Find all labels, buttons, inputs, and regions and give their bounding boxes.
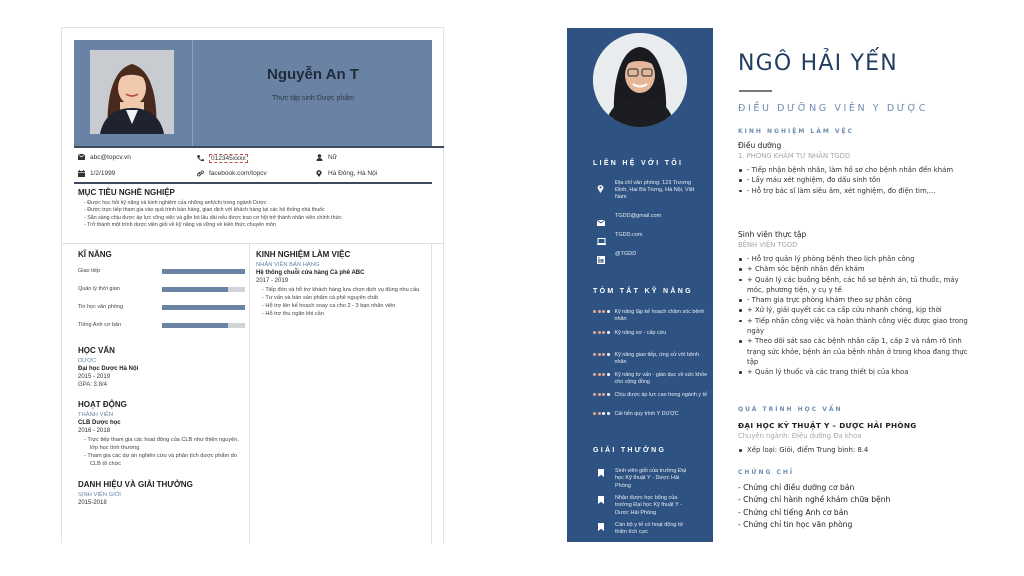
left-column (78, 250, 246, 506)
list-item: - Được học hỏi kỹ năng và kinh nghiệm của những anh/chị trong ngành Dược (84, 200, 428, 207)
skill-bar (162, 269, 245, 274)
contact-divider (74, 182, 432, 184)
list-item: + Chăm sóc bệnh nhân đến khám (738, 264, 973, 274)
list-item: - Sẵn sàng chịu được áp lực công việc và gắn bó lâu dài nếu được trao cơ hội trở thành nhân viên chính thức (84, 215, 428, 222)
right-column (256, 250, 428, 318)
list-item: + Quản lý các buồng bệnh, các hồ sơ bệnh án, tủ thuốc, máy móc, phương tiện, y cụ y tế (738, 275, 973, 296)
skill-item: Cải tiến quy trình Y DƯỢC (593, 411, 710, 418)
job-role: Điều dưỡng (738, 141, 782, 150)
section-title: KĨ NĂNG (78, 250, 112, 259)
skill-rating-dots (593, 353, 610, 356)
skill-bar (162, 323, 245, 328)
school-name: ĐẠI HỌC KỸ THUẬT Y – DƯỢC HẢI PHÒNG (738, 421, 917, 430)
list-item: - Tư vấn và bán sản phẩm cà phê nguyên chất (262, 294, 428, 302)
skills-section (78, 250, 246, 334)
skill-row: Quản lý thời gian (78, 280, 246, 298)
contact-info (74, 149, 432, 182)
list-item: + Xử lý, giải quyết các ca cấp cứu nhanh chóng, kịp thời (738, 305, 973, 315)
skill-bar (162, 305, 245, 310)
mail-icon (597, 213, 605, 221)
awards-section: DANH HIỆU VÀ GIẢI THƯỞNG SINH VIÊN GIỎI 2015-2018 (78, 480, 246, 506)
award-item: Cán bộ y tế có hoạt động từ thiện tích cực (598, 522, 693, 537)
section-title: TÓM TẮT KỸ NĂNG (593, 288, 693, 295)
profile-photo (593, 33, 687, 127)
list-item: - Trở thành một trình dược viên giỏi về kỹ năng và vững về kiến thức chuyên môn (84, 222, 428, 229)
job-role: Sinh viên thực tập (738, 230, 807, 239)
list-item: - Hỗ trợ thu ngân khi cần (262, 310, 428, 318)
section-title: HOẠT ĐỘNG (78, 400, 127, 409)
skill-item: Kỹ năng lập kế hoạch chăm sóc bệnh nhân (593, 309, 710, 323)
list-item: - Chứng chỉ hành nghề khám chữa bệnh (738, 495, 891, 505)
list-item: - Hỗ trợ lên kế hoạch xoay ca cho 2 - 3 bạn nhân viên (262, 302, 428, 310)
award-item: Sinh viên giỏi của trường Đại học Kỹ thuật Y - Dược Hải Phòng (598, 468, 693, 490)
award-item: Nhận được học bổng của trường Đại học Kỹ thuật Y - Dược Hải Phòng (598, 495, 693, 517)
skill-rating-dots (593, 310, 610, 313)
phone-icon (197, 155, 204, 162)
job-duties (738, 254, 973, 378)
candidate-name: Nguyễn An T (267, 66, 359, 83)
contact-address: Hà Đông, Hà Nội (316, 170, 377, 177)
section-divider (62, 243, 445, 244)
work-experience-section: KINH NGHIỆM LÀM VIỆC NHÂN VIÊN BÁN HÀNG Hệ thống chuỗi cửa hàng Cà phê ABC 2017 - 2019 - Tiếp đón và hỗ trợ khách hàng lựa chọn dịch vụ đúng nhu cầu - Tư vấn và bán sản phẩm cà phê nguyên chất - Hỗ trợ lên kế hoạch xoay ca cho 2 - 3 bạn nhân viên - Hỗ trợ thu ngân khi cần (256, 250, 428, 318)
list-item: + Theo dõi sát sao các bệnh nhân cấp 1, cấp 2 và nắm rõ tình trạng sức khỏe, bệnh án của bệnh nhân ở trong khoa đang thực tập (738, 336, 973, 367)
list-item: - Trực tiếp tham gia các hoạt động của CLB như thiện nguyện, lớp học tình thương (84, 436, 246, 452)
activities-section: HOẠT ĐỘNG THÀNH VIÊN CLB Dược học 2016 - 2018 - Trực tiếp tham gia các hoạt động của CLB như thiện nguyện, lớp học tình thương - Tham gia các dự án nghiên cứu và phân tích dược phẩm do CLB tổ chức (78, 400, 246, 468)
contact-facebook: facebook.com/topcv (197, 170, 267, 177)
contact-birthday: 1/2/1999 (78, 170, 115, 177)
list-item: - Chứng chỉ tin học văn phòng (738, 520, 853, 530)
list-item: - Lấy máu xét nghiệm, đo dấu sinh tồn (738, 175, 973, 185)
list-item: - Tiếp đón và hỗ trợ khách hàng lựa chọn dịch vụ đúng nhu cầu (262, 286, 428, 294)
calendar-icon (78, 170, 85, 177)
contact-linkedin: @TGDD (597, 251, 705, 259)
map-marker-icon (316, 170, 323, 177)
skill-rating-dots (593, 412, 610, 415)
section-title: DANH HIỆU VÀ GIẢI THƯỞNG (78, 480, 193, 489)
bookmark-icon (598, 496, 604, 504)
laptop-icon (597, 232, 605, 240)
contact-email: abc@topcv.vn (78, 154, 131, 161)
linkedin-icon (597, 251, 605, 259)
contact-email: TGDD@gmail.com (597, 213, 705, 221)
list-item: - Hỗ trợ quản lý phòng bệnh theo lịch phân công (738, 254, 973, 264)
section-title: MỤC TIÊU NGHỀ NGHIỆP (78, 188, 175, 197)
skill-rating-dots (593, 393, 610, 396)
skill-item: Kỹ năng sơ - cấp cứu (593, 330, 710, 337)
skill-rating-dots (593, 373, 610, 376)
career-objective-section (78, 188, 428, 230)
education-details (738, 445, 973, 455)
profile-photo (90, 50, 174, 134)
job-place: BỆNH VIỆN TGDD (738, 241, 798, 249)
skill-item: Kỹ năng tư vấn - giáo dục về sức khỏe cho cộng đồng (593, 372, 710, 386)
list-item: - Chứng chỉ tiếng Anh cơ bản (738, 507, 849, 517)
skill-bar (162, 287, 245, 292)
contact-address: Địa chỉ văn phòng: 123 Trương Định, Hai Bà Trưng, Hà Nội, Việt Nam (597, 180, 705, 201)
column-divider (431, 243, 432, 544)
section-title: LIÊN HỆ VỚI TÔI (593, 160, 684, 167)
resume-nguyen-an-t (61, 27, 444, 543)
resume-sidebar (567, 28, 713, 542)
photo-column (74, 40, 193, 146)
skill-row: Tiếng Anh cơ bản (78, 316, 246, 334)
skill-row: Giao tiếp (78, 262, 246, 280)
list-item: - Tham gia trực phòng khám theo sự phân công (738, 295, 973, 305)
candidate-subtitle: Thực tập sinh Dược phẩm (271, 95, 355, 102)
section-title: GIẢI THƯỞNG (593, 447, 667, 454)
job-place: 1. PHÒNG KHÁM TƯ NHÂN TGDD (738, 152, 851, 160)
section-title: KINH NGHIỆM LÀM VIỆC (256, 250, 351, 259)
candidate-name: NGÔ HẢI YẾN (738, 51, 898, 76)
header-divider (74, 146, 444, 148)
skill-item: Chịu được áp lực cao trong ngành y tế (593, 392, 710, 399)
user-icon (316, 154, 323, 161)
list-item: + Tiếp nhận công việc và hoàn thành công việc được giao trong ngày (738, 316, 973, 337)
resume-header (74, 40, 432, 146)
certificates-list (738, 482, 890, 532)
list-item: + Quản lý thuốc và các trang thiết bị của khoa (738, 367, 973, 377)
skill-item: Kỹ năng giao tiếp, ứng xử với bệnh nhân (593, 352, 710, 366)
job-duties (738, 165, 973, 196)
list-item: - Tiếp nhận bệnh nhân, làm hồ sơ cho bệnh nhân đến khám (738, 165, 973, 175)
map-pin-icon (597, 180, 605, 188)
section-title: KINH NGHIỆM LÀM VỆC (738, 128, 855, 135)
envelope-icon (78, 154, 85, 161)
major: Chuyên ngành: Điều dưỡng Đa khoa (738, 432, 862, 440)
section-title: QUÁ TRÌNH HỌC VẤN (738, 406, 843, 413)
contact-phone: 012345xxxx (197, 154, 248, 163)
list-item: - Hỗ trợ bác sĩ làm siêu âm, xét nghiệm, đo điện tim,... (738, 186, 973, 196)
link-icon (197, 170, 204, 177)
contact-website: TGDD.com (597, 232, 705, 240)
list-item: Xếp loại: Giỏi, điểm Trung bình: 8.4 (738, 445, 973, 455)
section-title: CHỨNG CHỈ (738, 469, 795, 476)
column-divider (249, 243, 250, 544)
bookmark-icon (598, 469, 604, 477)
list-item: - Chứng chỉ điều dưỡng cơ bản (738, 483, 855, 492)
contact-gender: Nữ (316, 154, 337, 161)
candidate-title: ĐIỀU DƯỠNG VIÊN Y DƯỢC (738, 103, 928, 114)
education-section: HỌC VẤN DƯỢC Đại học Dược Hà Nội 2015 - 2019 GPA: 3.8/4 (78, 346, 246, 388)
bookmark-icon (598, 523, 604, 531)
list-item: - Tham gia các dự án nghiên cứu và phân tích dược phẩm do CLB tổ chức (84, 452, 246, 468)
skill-row: Tin học văn phòng (78, 298, 246, 316)
list-item: - Được trực tiếp tham gia vào quá trình bán hàng, giao dịch với khách hàng tại các hệ thống nhà thuốc (84, 207, 428, 214)
section-title: HỌC VẤN (78, 346, 115, 355)
skill-rating-dots (593, 331, 610, 334)
name-underline (739, 90, 772, 92)
